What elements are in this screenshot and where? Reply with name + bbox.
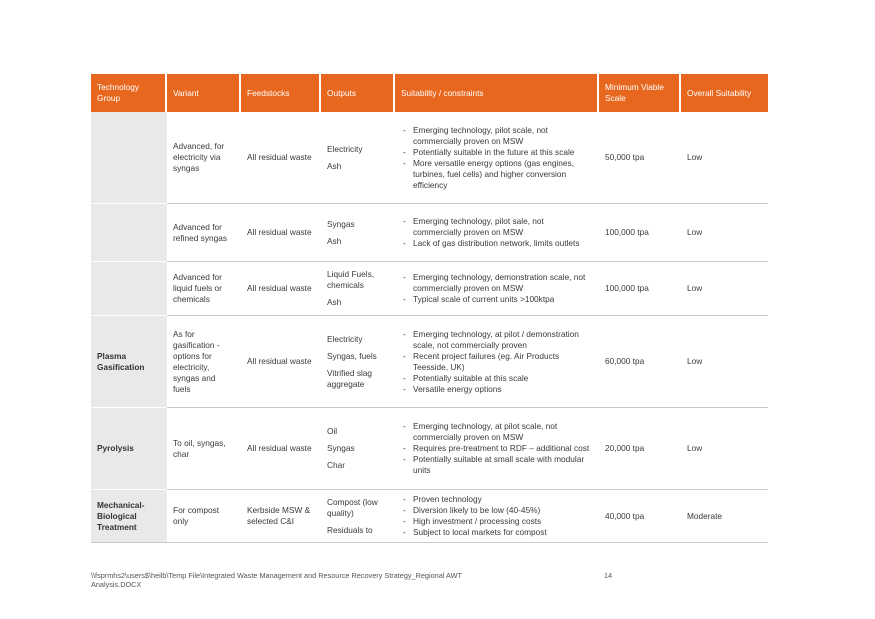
footer-file-path: \\fsprmhs2\users$\heilb\Temp File\Integrated Waste Management and Resource Recovery Strategy_Regional AWT Analysis.DOCX — [91, 571, 462, 589]
table-row — [91, 316, 768, 408]
group-cell: Plasma Gasification — [91, 316, 167, 408]
constraint-item: - Emerging technology, pilot sale, not commercially proven on MSW — [401, 216, 593, 238]
outputs-cell — [321, 204, 395, 262]
feedstocks-cell: All residual waste — [241, 112, 321, 204]
outputs-cell — [321, 490, 395, 543]
technology-table — [91, 74, 768, 543]
overall-cell: Low — [681, 112, 768, 204]
constraint-item: - Emerging technology, pilot scale, not commercially proven on MSW — [401, 125, 593, 147]
overall-cell: Low — [681, 316, 768, 408]
scale-cell: 50,000 tpa — [599, 112, 681, 204]
constraints-cell — [395, 262, 599, 316]
overall-cell: Low — [681, 408, 768, 490]
output-item: Ash — [327, 160, 342, 171]
variant-cell: To oil, syngas, char — [167, 408, 241, 490]
overall-cell: Low — [681, 262, 768, 316]
table-header-row — [91, 74, 768, 112]
outputs-cell — [321, 112, 395, 204]
output-item: Syngas, fuels — [327, 350, 377, 361]
constraint-item: - Emerging technology, at pilot scale, not commercially proven on MSW — [401, 421, 593, 443]
header-suitability: Suitability / constraints — [395, 74, 599, 112]
constraint-item: - Versatile energy options — [401, 384, 593, 395]
page-number: 14 — [604, 571, 613, 580]
constraint-item: - Recent project failures (eg. Air Products Teesside, UK) — [401, 351, 593, 373]
output-item: Compost (low quality) — [327, 496, 378, 518]
constraint-item: - More versatile energy options (gas engines, turbines, fuel cells) and higher conversion efficiency — [401, 158, 593, 191]
feedstocks-cell: All residual waste — [241, 262, 321, 316]
outputs-cell — [321, 316, 395, 408]
constraint-item: - Subject to local markets for compost — [401, 527, 593, 538]
output-item: Oil — [327, 426, 338, 436]
feedstocks-cell: Kerbside MSW & selected C&I — [241, 490, 321, 543]
table-row — [91, 112, 768, 204]
constraint-item: - Lack of gas distribution network, limits outlets — [401, 238, 593, 249]
overall-cell: Moderate — [681, 490, 768, 543]
output-item: Vitrified slag aggregate — [327, 367, 373, 389]
group-cell — [91, 112, 167, 204]
output-item: Electricity — [327, 143, 363, 154]
output-item: Residuals to — [327, 524, 373, 535]
output-item: Syngas — [327, 218, 355, 229]
scale-cell: 100,000 tpa — [599, 262, 681, 316]
group-cell — [91, 204, 167, 262]
constraints-cell — [395, 112, 599, 204]
outputs-cell — [321, 408, 395, 490]
header-overall: Overall Suitability — [681, 74, 768, 112]
header-variant: Variant — [167, 74, 241, 112]
header-tech-group: Technology Group — [91, 74, 167, 112]
constraints-cell — [395, 204, 599, 262]
output-item: Syngas — [327, 443, 355, 453]
scale-cell: 40,000 tpa — [599, 490, 681, 543]
feedstocks-cell: All residual waste — [241, 316, 321, 408]
table-row — [91, 204, 768, 262]
feedstocks-cell: All residual waste — [241, 408, 321, 490]
constraint-item: - Typical scale of current units >100ktpa — [401, 294, 593, 305]
group-cell: Pyrolysis — [91, 408, 167, 490]
feedstocks-cell: All residual waste — [241, 204, 321, 262]
variant-cell: For compost only — [167, 490, 241, 543]
output-item: Liquid Fuels, chemicals — [327, 269, 375, 290]
overall-cell: Low — [681, 204, 768, 262]
constraint-item: - High investment / processing costs — [401, 516, 593, 527]
constraint-item: - Potentially suitable at small scale with modular units — [401, 454, 593, 476]
output-item: Ash — [327, 235, 342, 246]
variant-cell: As for gasification - options for electricity, syngas and fuels — [167, 316, 241, 408]
constraints-cell — [395, 316, 599, 408]
constraints-cell — [395, 490, 599, 543]
header-min-scale: Minimum Viable Scale — [599, 74, 681, 112]
header-outputs: Outputs — [321, 74, 395, 112]
scale-cell: 60,000 tpa — [599, 316, 681, 408]
output-item: Char — [327, 460, 345, 470]
table-row — [91, 408, 768, 490]
constraint-item: - Potentially suitable in the future at this scale — [401, 147, 593, 158]
variant-cell: Advanced, for electricity via syngas — [167, 112, 241, 204]
output-item: Ash — [327, 297, 342, 307]
constraint-item: - Requires pre-treatment to RDF – additional cost — [401, 443, 593, 454]
group-cell — [91, 262, 167, 316]
header-feedstocks: Feedstocks — [241, 74, 321, 112]
constraint-item: - Emerging technology, at pilot / demonstration scale, not commercially proven — [401, 329, 593, 351]
constraint-item: - Diversion likely to be low (40-45%) — [401, 505, 593, 516]
constraint-item: - Proven technology — [401, 494, 593, 505]
outputs-cell — [321, 262, 395, 316]
group-cell: Mechanical-Biological Treatment — [91, 490, 167, 543]
scale-cell: 100,000 tpa — [599, 204, 681, 262]
constraint-item: - Potentially suitable at this scale — [401, 373, 593, 384]
scale-cell: 20,000 tpa — [599, 408, 681, 490]
table-row — [91, 262, 768, 316]
constraint-item: - Emerging technology, demonstration scale, not commercially proven on MSW — [401, 272, 593, 294]
output-item: Electricity — [327, 333, 363, 344]
variant-cell: Advanced for liquid fuels or chemicals — [167, 262, 241, 316]
constraints-cell — [395, 408, 599, 490]
variant-cell: Advanced for refined syngas — [167, 204, 241, 262]
table-row — [91, 490, 768, 543]
